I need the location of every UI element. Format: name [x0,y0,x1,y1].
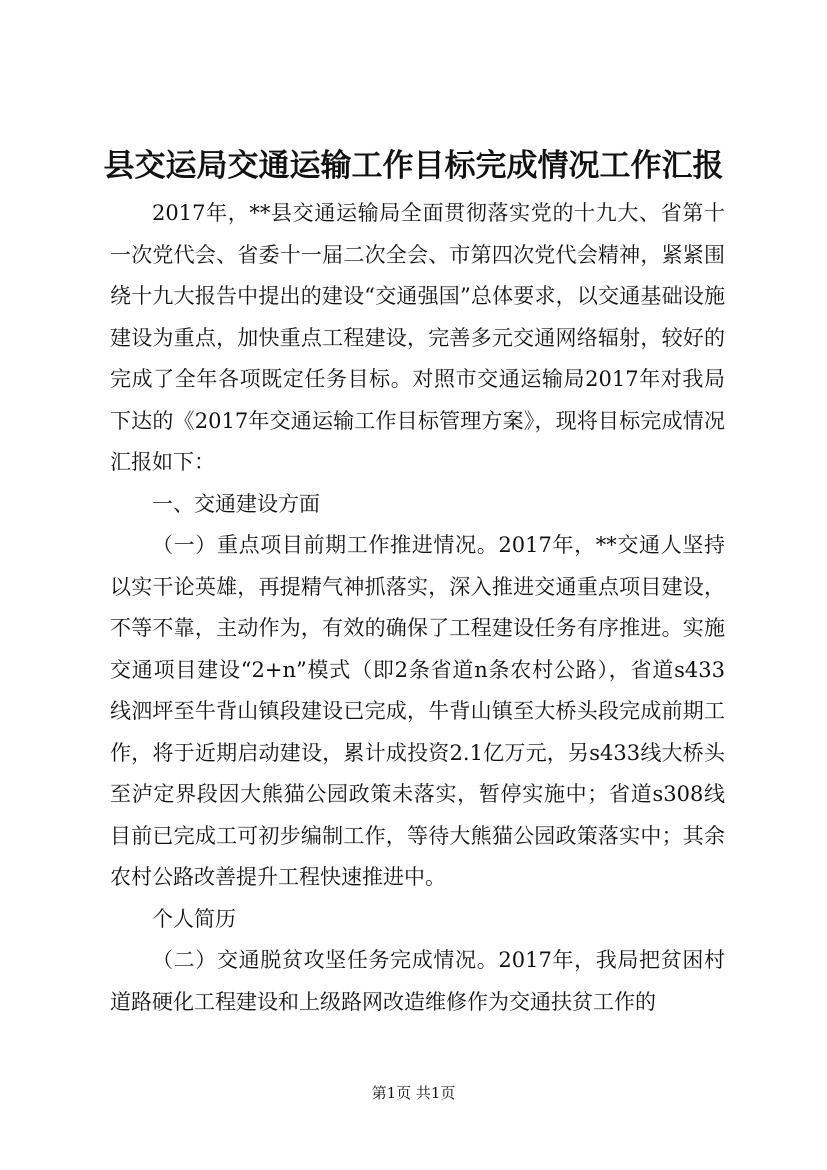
paragraph-key-projects: （一）重点项目前期工作推进情况。2017年，**交通人坚持以实干论英雄，再提精气神抓落实，深入推进交通重点项目建设，不等不靠，主动作为，有效的确保了工程建设任务有序推进。实施交通项目建设“2+n”模式（即2条省道n条农村公路），省道s433线泗坪至牛背山镇段建设已完成，牛背山镇至大桥头段完成前期工作，将于近期启动建设，累计成投资2.1亿万元，另s433线大桥头至泸定界段因大熊猫公园政策未落实，暂停实施中；省道s308线目前已完成工可初步编制工作，等待大熊猫公园政策落实中；其余农村公路改善提升工程快速推进中。 [110,533,725,889]
stray-heading-resume: 个人简历 [152,906,236,931]
section-heading-transport-construction: 一、交通建设方面 [152,491,320,516]
paragraph-poverty-alleviation: （二）交通脱贫攻坚任务完成情况。2017年，我局把贫困村道路硬化工程建设和上级路网改造维修作为交通扶贫工作的 [110,948,725,1014]
page-number-footer: 第1页 共1页 [371,1084,456,1102]
paragraph-intro: 2017年，**县交通运输局全面贯彻落实党的十九大、省第十一次党代会、省委十一届二次全会、市第四次党代会精神，紧紧围绕十九大报告中提出的建设“交通强国”总体要求，以交通基础设施建设为重点，加快重点工程建设，完善多元交通网络辐射，较好的完成了全年各项既定任务目标。对照市交通运输局2017年对我局下达的《2017年交通运输工作目标管理方案》，现将目标完成情况汇报如下： [110,201,725,474]
document-body [110,193,725,1023]
document-title: 县交运局交通运输工作目标完成情况工作汇报 [103,148,724,184]
